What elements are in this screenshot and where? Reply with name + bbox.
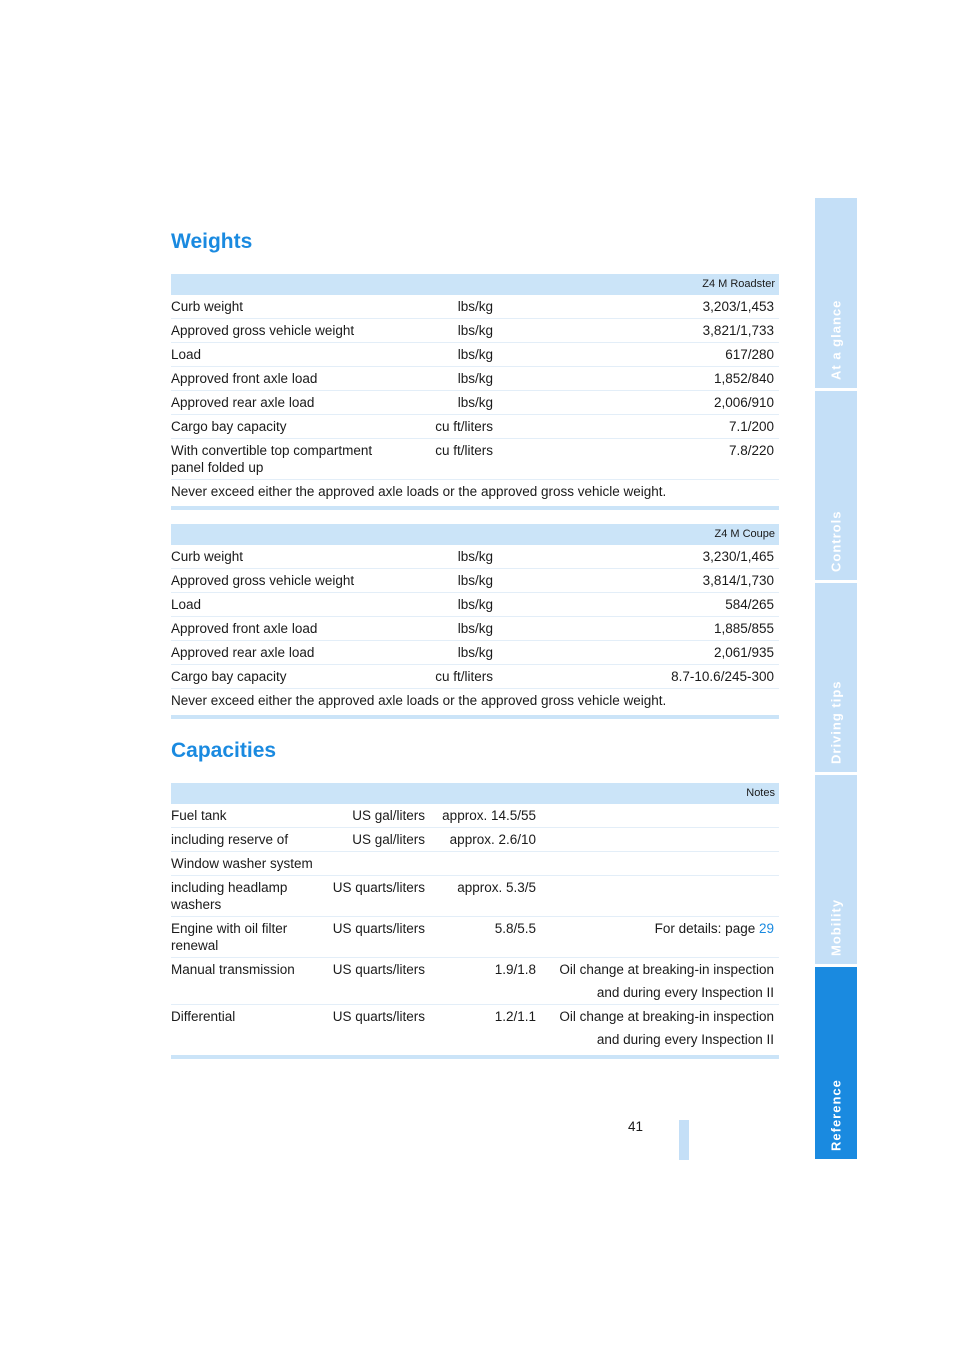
row-label: Approved rear axle load (171, 395, 315, 410)
table-row (171, 1005, 779, 1028)
row-value: 584/265 (725, 597, 774, 612)
table-row (171, 319, 779, 343)
row-unit: cu ft/liters (435, 419, 493, 434)
table-row (171, 367, 779, 391)
row-label: Approved gross vehicle weight (171, 323, 355, 338)
table-row (171, 665, 779, 689)
chapter-tabs (815, 198, 857, 1162)
row-unit: lbs/kg (457, 573, 493, 588)
capacities-title: Capacities (171, 739, 277, 762)
row-label: Curb weight (171, 299, 244, 314)
row-value: 3,230/1,465 (702, 549, 774, 564)
tab-label: Driving tips (828, 680, 844, 764)
row-label: Approved front axle load (171, 621, 318, 636)
row-value: 5.8/5.5 (494, 921, 536, 936)
table-header: Z4 M Coupe (171, 524, 779, 545)
row-unit: lbs/kg (457, 395, 493, 410)
tab-reference[interactable] (815, 967, 857, 1159)
tab-driving-tips[interactable] (815, 583, 857, 772)
table-row (171, 415, 779, 439)
row-value (425, 1031, 536, 1048)
row-value (425, 984, 536, 1001)
roadster-weights-table (171, 274, 779, 510)
weights-title: Weights (171, 230, 253, 253)
row-label: Approved gross vehicle weight (171, 573, 355, 588)
row-value: 617/280 (725, 347, 774, 362)
row-unit (321, 984, 425, 1001)
table-row (171, 804, 779, 828)
row-label: Approved rear axle load (171, 645, 315, 660)
row-unit: US quarts/liters (332, 880, 425, 895)
row-label: Curb weight (171, 549, 244, 564)
row-unit (321, 1031, 425, 1048)
row-label: including reserve of (171, 832, 289, 847)
row-unit: lbs/kg (457, 323, 493, 338)
row-label: including headlamp washers (171, 880, 288, 912)
tab-at-a-glance[interactable] (815, 198, 857, 388)
table-row (171, 958, 779, 981)
row-note: Oil change at breaking-in inspection (559, 962, 774, 977)
table-row (171, 439, 779, 480)
row-value: 1,885/855 (713, 621, 774, 636)
row-unit: lbs/kg (457, 549, 493, 564)
row-value: 1.9/1.8 (494, 962, 536, 977)
tab-label: At a glance (828, 299, 844, 380)
row-unit: US quarts/liters (332, 962, 425, 977)
table-row (171, 545, 779, 569)
table-row (171, 876, 779, 917)
note-text: For details: page (654, 921, 759, 936)
row-value: 3,821/1,733 (702, 323, 774, 338)
row-note (536, 831, 779, 848)
row-note (536, 920, 779, 954)
row-note-continued: and during every Inspection II (596, 1032, 774, 1047)
row-unit: US quarts/liters (332, 921, 425, 936)
row-value: 1.2/1.1 (494, 1009, 536, 1024)
row-value: 3,203/1,453 (702, 299, 774, 314)
page-marker (679, 1120, 689, 1160)
row-label (171, 1031, 321, 1048)
row-label: Manual transmission (171, 962, 295, 977)
tab-label: Reference (828, 1079, 844, 1151)
tab-mobility[interactable] (815, 775, 857, 964)
row-value: approx. 14.5/55 (442, 808, 536, 823)
row-value: 7.1/200 (728, 419, 774, 434)
page-number: 41 (628, 1119, 644, 1134)
row-value: 1,852/840 (713, 371, 774, 386)
table-row (171, 391, 779, 415)
row-unit: cu ft/liters (435, 669, 493, 684)
row-label: Load (171, 597, 202, 612)
row-value: 2,006/910 (713, 395, 774, 410)
row-unit: lbs/kg (457, 299, 493, 314)
row-note (536, 807, 779, 824)
row-unit: US gal/liters (352, 832, 425, 847)
table-row (171, 828, 779, 852)
row-unit: lbs/kg (457, 621, 493, 636)
row-value: 8.7-10.6/245-300 (671, 669, 774, 684)
row-note (536, 879, 779, 913)
capacities-table (171, 783, 779, 1059)
row-value: approx. 5.3/5 (457, 880, 536, 895)
table-row (171, 917, 779, 958)
table-row (171, 593, 779, 617)
table-header: Z4 M Roadster (171, 274, 779, 295)
coupe-weights-table (171, 524, 779, 719)
row-unit: lbs/kg (457, 371, 493, 386)
row-label: Load (171, 347, 202, 362)
table-row (171, 569, 779, 593)
row-label: Fuel tank (171, 808, 227, 823)
row-label: Approved front axle load (171, 371, 318, 386)
tab-label: Mobility (828, 898, 844, 956)
weights-note: Never exceed either the approved axle loads or the approved gross vehicle weight. (171, 693, 667, 708)
row-unit: US gal/liters (352, 808, 425, 823)
table-row (171, 641, 779, 665)
row-unit: US quarts/liters (332, 1009, 425, 1024)
row-note: Oil change at breaking-in inspection (559, 1009, 774, 1024)
row-label: Cargo bay capacity (171, 419, 287, 434)
table-row (171, 852, 779, 876)
row-value: 3,814/1,730 (702, 573, 774, 588)
row-value: approx. 2.6/10 (449, 832, 536, 847)
table-row (171, 981, 779, 1005)
table-row (171, 1028, 779, 1051)
row-unit: lbs/kg (457, 347, 493, 362)
row-unit: cu ft/liters (435, 443, 493, 458)
table-end-rule (171, 715, 779, 719)
weights-note: Never exceed either the approved axle loads or the approved gross vehicle weight. (171, 484, 667, 499)
table-end-rule (171, 1055, 779, 1059)
row-unit: lbs/kg (457, 645, 493, 660)
row-value: 2,061/935 (713, 645, 774, 660)
row-label: Window washer system (171, 856, 313, 871)
row-label: Engine with oil filter renewal (171, 921, 288, 953)
table-end-rule (171, 506, 779, 510)
row-value: 7.8/220 (728, 443, 774, 458)
table-row (171, 295, 779, 319)
row-label: Cargo bay capacity (171, 669, 287, 684)
tab-controls[interactable] (815, 391, 857, 580)
row-label: Differential (171, 1009, 236, 1024)
row-label (171, 984, 321, 1001)
table-row (171, 617, 779, 641)
table-header: Notes (171, 783, 779, 804)
row-label: With convertible top compartment panel folded up (171, 443, 373, 475)
page-link[interactable]: 29 (758, 921, 774, 936)
row-note-continued: and during every Inspection II (596, 985, 774, 1000)
tab-label: Controls (828, 510, 844, 572)
row-unit: lbs/kg (457, 597, 493, 612)
table-row (171, 343, 779, 367)
